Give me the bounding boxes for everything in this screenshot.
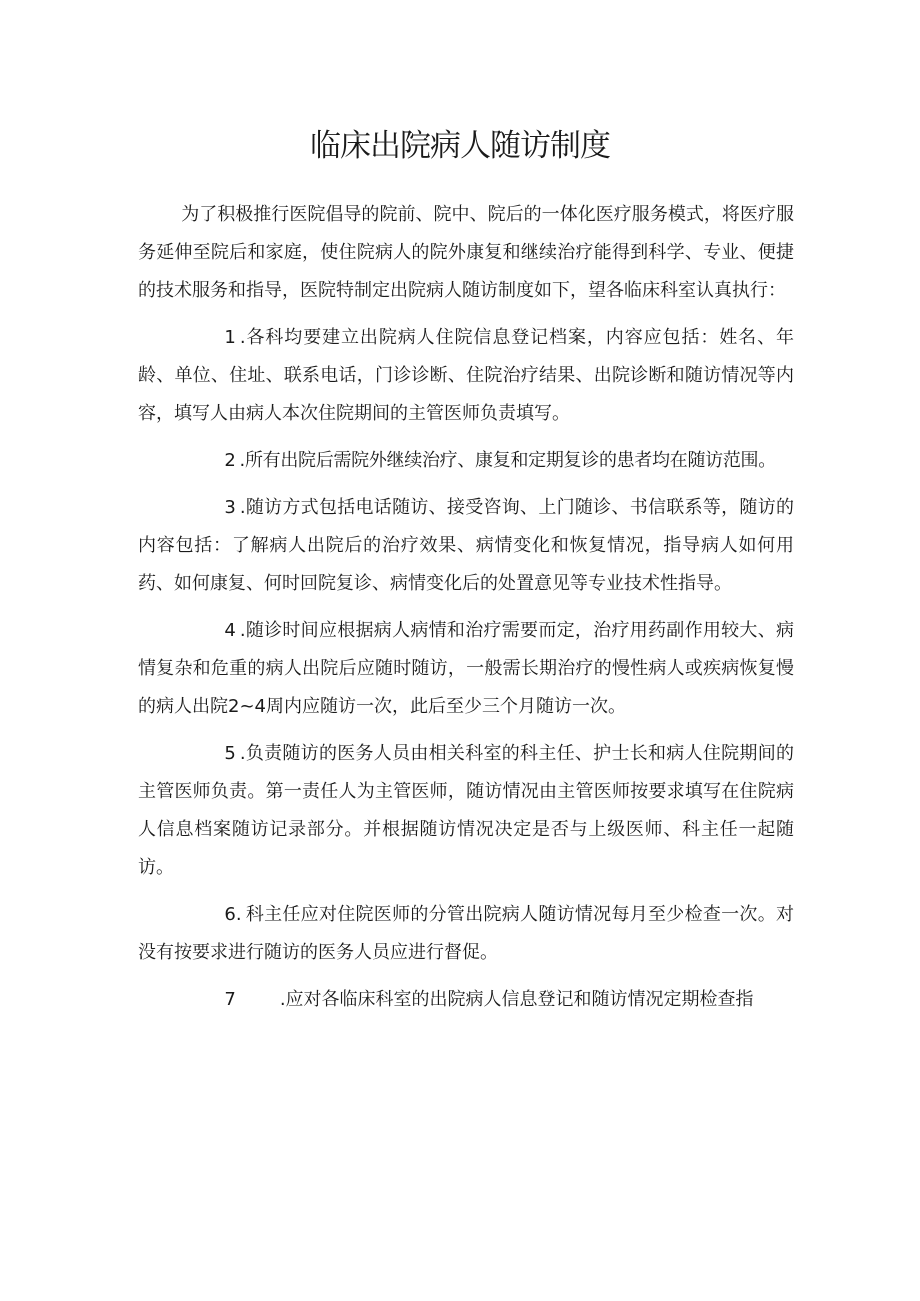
rule-number: 1 — [224, 327, 236, 348]
rule-text: .负责随访的医务人员由相关科室的科主任、护士长和病人住院期间的主管医师负责。第一责任人为主管医师，随访情况由主管医师按要求填写在住院病人信息档案随访记录部分。并根据随访情况决定是否与上级医师、科主任一起随访。 — [138, 743, 794, 878]
rule-text: .随诊时间应根据病人病情和治疗需要而定，治疗用药副作用较大、病情复杂和危重的病人出院后应随时随访，一般需长期治疗的慢性病人或疾病恢复慢的病人出院2~4周内应随访一次，此后至少三个月随访一次。 — [138, 620, 794, 717]
rule-item-5 — [138, 735, 794, 887]
rule-number: 7 — [224, 989, 236, 1010]
rule-item-6 — [138, 896, 794, 972]
rule-number: 3 — [224, 497, 236, 518]
rule-number: 4 — [224, 620, 236, 641]
rule-item-3 — [138, 489, 794, 603]
rule-item-4 — [138, 612, 794, 726]
rule-number: 5 — [224, 743, 236, 764]
rule-text: .随访方式包括电话随访、接受咨询、上门随诊、书信联系等，随访的内容包括：了解病人出院后的治疗效果、病情变化和恢复情况，指导病人如何用药、如何康复、何时回院复诊、病情变化后的处置意见等专业技术性指导。 — [138, 497, 794, 594]
document-title: 临床出院病人随访制度 — [310, 128, 610, 164]
rule-text: .应对各临床科室的出院病人信息登记和随访情况定期检查指 — [279, 989, 754, 1010]
rule-text: .所有出院后需院外继续治疗、康复和定期复诊的患者均在随访范围。 — [239, 450, 776, 471]
rule-item-1 — [138, 319, 794, 433]
rule-item-2 — [138, 442, 794, 480]
intro-paragraph — [138, 196, 794, 310]
rule-text: 科主任应对住院医师的分管出院病人随访情况每月至少检查一次。对没有按要求进行随访的医务人员应进行督促。 — [138, 904, 794, 963]
rule-item-7 — [138, 981, 794, 1019]
document-body — [138, 196, 794, 1028]
paragraph-text: 为了积极推行医院倡导的院前、院中、院后的一体化医疗服务模式，将医疗服务延伸至院后和家庭，使住院病人的院外康复和继续治疗能得到科学、专业、便捷的技术服务和指导，医院特制定出院病人随访制度如下，望各临床科室认真执行： — [138, 204, 794, 301]
rule-text: .各科均要建立出院病人住院信息登记档案，内容应包括：姓名、年龄、单位、住址、联系电话，门诊诊断、住院治疗结果、出院诊断和随访情况等内容，填写人由病人本次住院期间的主管医师负责填写。 — [138, 327, 794, 424]
rule-number: 2 — [224, 450, 236, 471]
rule-number: 6. — [224, 904, 242, 925]
